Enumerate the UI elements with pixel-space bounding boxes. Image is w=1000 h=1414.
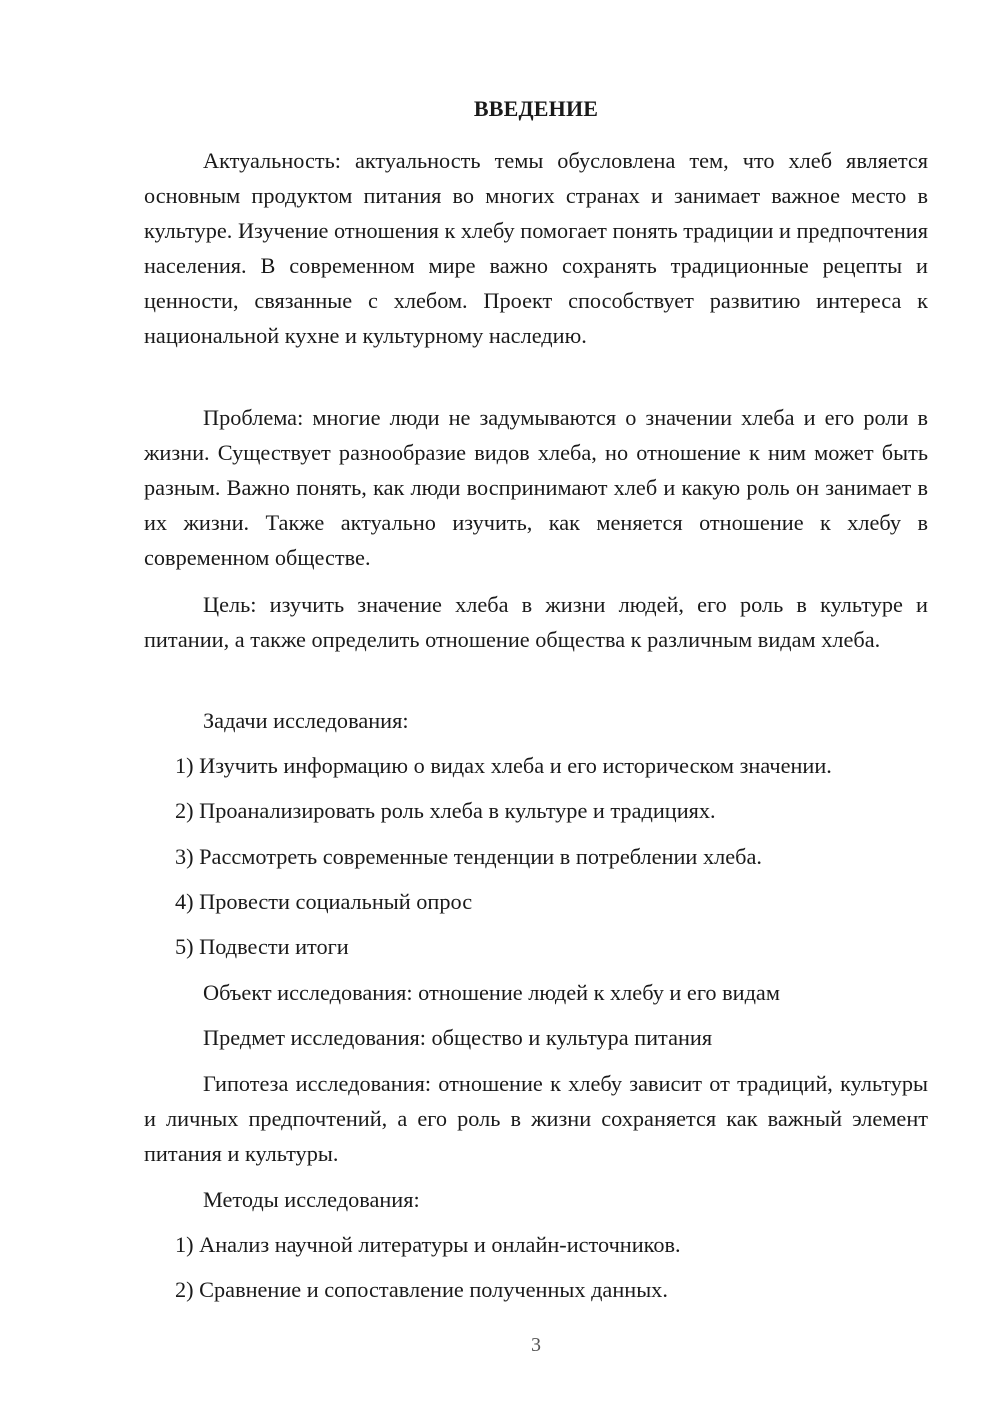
task-item: 5) Подвести итоги: [175, 934, 349, 959]
hypothesis-text: Гипотеза исследования: отношение к хлебу зависит от традиций, культуры и личных предпочтений, а его роль в жизни сохраняется как важный элемент питания и культуры.: [144, 1071, 928, 1166]
relevance-text: Актуальность: актуальность темы обусловлена тем, что хлеб является основным продуктом питания во многих странах и занимает важное место в культуре. Изучение отношения к хлебу помогает понять традиции и предпочтения населения. В современном мире важно сохранять традиционные рецепты и ценности, связанные с хлебом. Проект способствует развитию интереса к национальной кухне и культурному наследию.: [144, 148, 928, 348]
problem-paragraph: [144, 400, 928, 575]
tasks-heading: Задачи исследования:: [203, 708, 409, 733]
hypothesis-paragraph: [144, 1066, 928, 1171]
problem-text: Проблема: многие люди не задумываются о значении хлеба и его роли в жизни. Существует разнообразие видов хлеба, но отношение к ним может быть разным. Важно понять, как люди воспринимают хлеб и какую роль он занимает в их жизни. Также актуально изучить, как меняется отношение к хлебу в современном обществе.: [144, 405, 928, 570]
task-item: 1) Изучить информацию о видах хлеба и его историческом значении.: [175, 753, 832, 778]
method-item: 2) Сравнение и сопоставление полученных данных.: [175, 1277, 668, 1302]
page-title: ВВЕДЕНИЕ: [473, 96, 599, 121]
task-item: 4) Провести социальный опрос: [175, 889, 473, 914]
task-item: 2) Проанализировать роль хлеба в культуре и традициях.: [175, 798, 716, 823]
relevance-paragraph: [144, 143, 928, 353]
goal-text: Цель: изучить значение хлеба в жизни людей, его роль в культуре и питании, а также определить отношение общества к различным видам хлеба.: [144, 592, 928, 652]
task-item: 3) Рассмотреть современные тенденции в потреблении хлеба.: [175, 844, 762, 869]
page-number: 3: [531, 1334, 541, 1356]
subject-line: Предмет исследования: общество и культура питания: [203, 1025, 713, 1050]
method-item: 1) Анализ научной литературы и онлайн-источников.: [175, 1232, 681, 1257]
goal-paragraph: [144, 587, 928, 657]
methods-heading: Методы исследования:: [203, 1187, 420, 1212]
object-line: Объект исследования: отношение людей к хлебу и его видам: [203, 980, 780, 1005]
